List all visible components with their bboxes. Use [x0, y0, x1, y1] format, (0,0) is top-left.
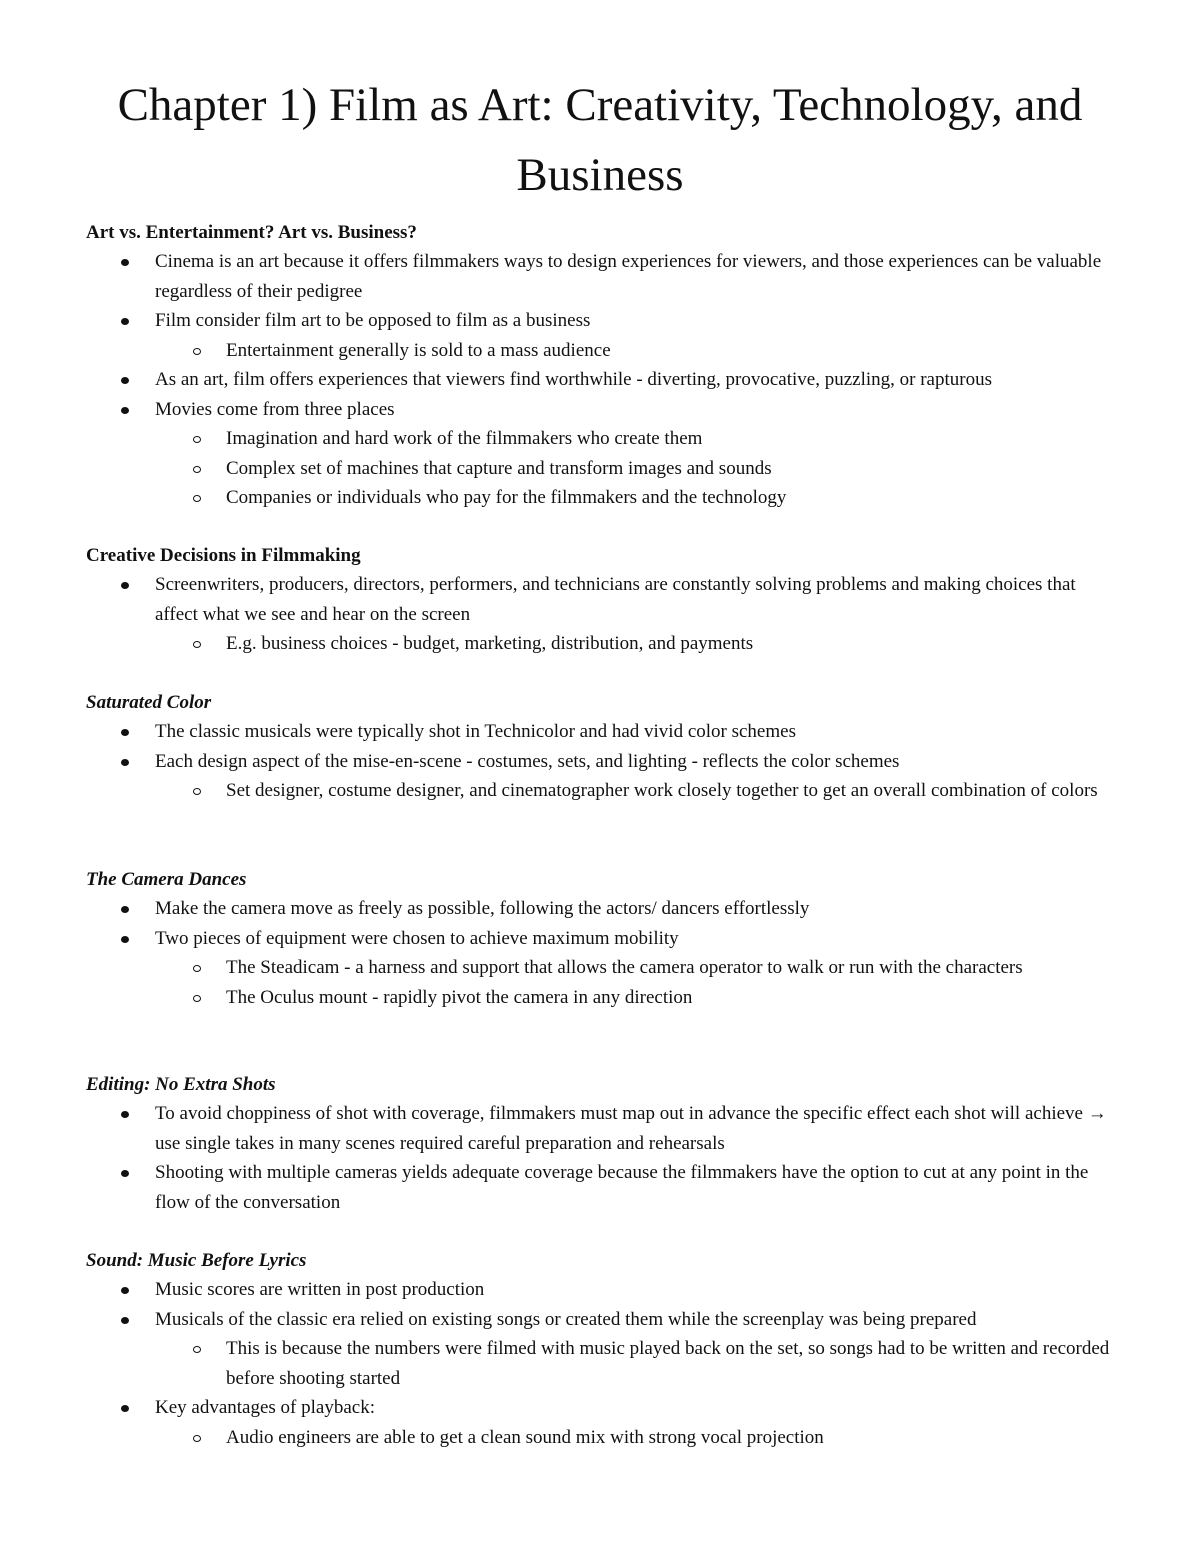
bullet-disc-icon: [121, 407, 129, 414]
bullet-list: [0, 1275, 1200, 1452]
bullet-circle-icon: [193, 1435, 201, 1442]
list-subitem: [0, 953, 1126, 983]
bullet-disc-icon: [121, 259, 129, 266]
list-item: [0, 1305, 1115, 1335]
list-item-text: Music scores are written in post production: [155, 1279, 485, 1300]
list-item: [0, 1099, 1115, 1158]
list-item-text: Imagination and hard work of the filmmakers who create them: [226, 428, 703, 449]
list-item: [0, 1158, 1115, 1217]
list-item: [0, 306, 1115, 336]
bullet-disc-icon: [121, 906, 129, 913]
bullet-disc-icon: [121, 759, 129, 766]
list-item: [0, 1393, 1115, 1423]
bullet-list: [0, 247, 1200, 513]
list-subitem: [0, 776, 1126, 806]
list-subitem: [0, 336, 1126, 366]
bullet-circle-icon: [193, 965, 201, 972]
list-item-text: Make the camera move as freely as possible, following the actors/ dancers effortlessly: [155, 898, 810, 919]
bullet-disc-icon: [121, 1111, 129, 1118]
list-item-text: Shooting with multiple cameras yields adequate coverage because the filmmakers have the option to cut at any point in the flow of the conversation: [155, 1162, 1089, 1213]
bullet-disc-icon: [121, 1170, 129, 1177]
list-item-text: The classic musicals were typically shot in Technicolor and had vivid color schemes: [155, 721, 796, 742]
list-item: [0, 365, 1115, 395]
bullet-list: [0, 570, 1200, 659]
bullet-circle-icon: [193, 436, 201, 443]
list-item-text: Entertainment generally is sold to a mass audience: [226, 339, 611, 361]
bullet-disc-icon: [121, 582, 129, 589]
list-item-text: Cinema is an art because it offers filmmakers ways to design experiences for viewers, and those experiences can be valuable regardless of their pedigree: [155, 251, 1102, 302]
bullet-disc-icon: [121, 1287, 129, 1294]
list-subitem: [0, 1334, 1126, 1393]
section-heading-saturated-color: Saturated Color: [86, 692, 212, 713]
bullet-list: [0, 717, 1200, 806]
list-subitem: [0, 983, 1126, 1013]
bullet-disc-icon: [121, 377, 129, 384]
list-item-text: As an art, film offers experiences that viewers find worthwhile - diverting, provocative, puzzling, or rapturous: [155, 369, 992, 390]
list-subitem: [0, 483, 1126, 513]
list-item-text: Musicals of the classic era relied on existing songs or created them while the screenplay was being prepared: [155, 1308, 977, 1330]
section-heading-sound: Sound: Music Before Lyrics: [86, 1250, 307, 1271]
section-heading-creative-decisions: Creative Decisions in Filmmaking: [86, 545, 361, 566]
list-item-text: The Oculus mount - rapidly pivot the camera in any direction: [226, 986, 693, 1008]
list-item: [0, 924, 1115, 954]
list-item-text: Each design aspect of the mise-en-scene - costumes, sets, and lighting - reflects the color schemes: [155, 750, 900, 772]
list-subitem: [0, 424, 1126, 454]
list-item-text: Screenwriters, producers, directors, performers, and technicians are constantly solving problems and making choices that affect what we see and hear on the screen: [155, 574, 1076, 625]
bullet-circle-icon: [193, 1346, 201, 1353]
list-item-text: To avoid choppiness of shot with coverage, filmmakers must map out in advance the specific effect each shot will achieve → use single takes in many scenes required careful preparation and rehearsals: [155, 1103, 1107, 1154]
bullet-disc-icon: [121, 1405, 129, 1412]
bullet-disc-icon: [121, 318, 129, 325]
list-item: [0, 570, 1115, 629]
list-item-text: Movies come from three places: [155, 398, 395, 420]
list-item-text: Two pieces of equipment were chosen to achieve maximum mobility: [155, 927, 679, 949]
bullet-circle-icon: [193, 348, 201, 355]
page-title: Chapter 1) Film as Art: Creativity, Technology, and Business: [117, 79, 1083, 201]
bullet-disc-icon: [121, 1317, 129, 1324]
bullet-circle-icon: [193, 995, 201, 1002]
list-subitem: [0, 629, 1126, 659]
list-item-text: Complex set of machines that capture and transform images and sounds: [226, 457, 772, 479]
bullet-list: [0, 1099, 1200, 1217]
list-item: [0, 747, 1115, 777]
list-item-text: Film consider film art to be opposed to film as a business: [155, 310, 591, 331]
list-item: [0, 894, 1115, 924]
section-heading-editing: Editing: No Extra Shots: [86, 1074, 276, 1095]
bullet-circle-icon: [193, 466, 201, 473]
list-item-text: This is because the numbers were filmed with music played back on the set, so songs had to be written and recorded before shooting started: [226, 1338, 1110, 1389]
list-item-text: E.g. business choices - budget, marketing, distribution, and payments: [226, 633, 754, 654]
list-item-text: Companies or individuals who pay for the filmmakers and the technology: [226, 487, 787, 508]
section-heading-camera-dances: The Camera Dances: [86, 869, 247, 890]
list-item-text: Audio engineers are able to get a clean sound mix with strong vocal projection: [226, 1426, 824, 1448]
list-item: [0, 717, 1115, 747]
section-heading-art-vs-entertainment: Art vs. Entertainment? Art vs. Business?: [86, 222, 417, 243]
list-item-text: Set designer, costume designer, and cinematographer work closely together to get an overall combination of colors: [226, 780, 1098, 801]
list-item-text: The Steadicam - a harness and support that allows the camera operator to walk or run with the characters: [226, 957, 1023, 978]
bullet-circle-icon: [193, 641, 201, 648]
list-item: [0, 1275, 1115, 1305]
list-item: [0, 247, 1115, 306]
bullet-circle-icon: [193, 495, 201, 502]
bullet-disc-icon: [121, 729, 129, 736]
bullet-list: [0, 894, 1200, 1012]
list-subitem: [0, 1423, 1126, 1453]
list-item: [0, 395, 1115, 425]
bullet-disc-icon: [121, 936, 129, 943]
bullet-circle-icon: [193, 788, 201, 795]
list-item-text: Key advantages of playback:: [155, 1397, 375, 1418]
list-subitem: [0, 454, 1126, 484]
